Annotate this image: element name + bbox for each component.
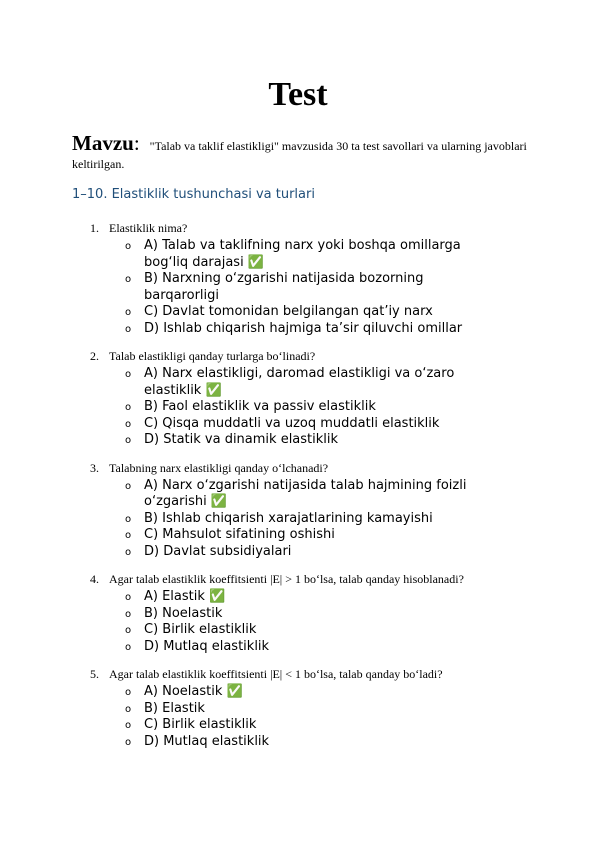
answer-option xyxy=(0,544,494,561)
answer-option-text: B) Faol elastiklik va passiv elastiklik xyxy=(144,399,376,414)
answer-options xyxy=(0,238,596,337)
question-line xyxy=(0,218,596,238)
circle-bullet-icon: o xyxy=(125,592,132,603)
answer-option-text: B) Noelastik xyxy=(144,605,223,621)
circle-bullet-icon: o xyxy=(125,402,132,413)
answer-option-text: D) Ishlab chiqarish hajmiga ta’sir qiluvchi omillar xyxy=(144,320,463,336)
circle-bullet-icon: o xyxy=(125,435,132,446)
circle-bullet-icon: o xyxy=(125,703,132,715)
answer-options xyxy=(0,684,596,750)
circle-bullet-icon: o xyxy=(125,625,132,636)
answer-options xyxy=(0,366,596,449)
answer-options xyxy=(0,589,596,655)
question-item xyxy=(0,218,596,337)
question-text: Agar talab elastiklik koeffitsienti |E| < 1 bo‘lsa, talab qanday bo‘ladi? xyxy=(109,667,443,681)
answer-option-text: C) Mahsulot sifatining oshishi xyxy=(144,527,335,542)
answer-option-text: A) Noelastik ✅ xyxy=(144,684,243,699)
answer-option-text: D) Davlat subsidiyalari xyxy=(144,543,292,559)
answer-option xyxy=(0,684,494,701)
answer-option-text: D) Statik va dinamik elastiklik xyxy=(144,432,339,447)
answer-option xyxy=(0,589,494,606)
question-line xyxy=(0,458,596,478)
answer-option-text: D) Mutlaq elastiklik xyxy=(144,638,270,654)
answer-option-text: C) Birlik elastiklik xyxy=(144,622,257,637)
circle-bullet-icon: o xyxy=(125,241,132,252)
question-number: 2. xyxy=(90,349,99,363)
circle-bullet-icon: o xyxy=(125,687,132,698)
circle-bullet-icon: o xyxy=(125,480,132,492)
answer-option xyxy=(0,734,494,751)
question-text: Agar talab elastiklik koeffitsienti |E| > 1 bo‘lsa, talab qanday hisoblanadi? xyxy=(109,572,464,586)
answer-option-text: A) Elastik ✅ xyxy=(144,589,226,604)
answer-option xyxy=(0,271,494,304)
question-number: 5. xyxy=(90,667,99,681)
answer-option-text: C) Birlik elastiklik xyxy=(144,717,257,732)
page-title: Test xyxy=(268,76,328,113)
answer-option xyxy=(0,717,494,734)
answer-options xyxy=(0,478,596,561)
answer-option xyxy=(0,606,494,623)
answer-option-text: C) Qisqa muddatli va uzoq muddatli elastiklik xyxy=(144,415,440,431)
answer-option xyxy=(0,399,494,416)
answer-option xyxy=(0,321,494,338)
question-number: 1. xyxy=(90,221,99,235)
circle-bullet-icon: o xyxy=(125,513,132,525)
circle-bullet-icon: o xyxy=(125,720,132,731)
answer-option-text: B) Ishlab chiqarish xarajatlarining kamayishi xyxy=(144,510,433,526)
answer-option xyxy=(0,527,494,544)
circle-bullet-icon: o xyxy=(125,418,132,430)
question-item xyxy=(0,569,596,655)
answer-option-text: A) Narx elastikligi, daromad elastikligi va o‘zaro elastiklik ✅ xyxy=(144,366,455,398)
question-line xyxy=(0,569,596,589)
question-text: Elastiklik nima? xyxy=(109,221,188,235)
circle-bullet-icon: o xyxy=(125,546,132,558)
answer-option xyxy=(0,639,494,656)
question-item xyxy=(0,346,596,449)
question-line xyxy=(0,346,596,366)
circle-bullet-icon: o xyxy=(125,530,132,541)
question-list xyxy=(0,218,596,759)
answer-option xyxy=(0,416,494,433)
question-item xyxy=(0,458,596,561)
question-number: 3. xyxy=(90,460,99,475)
question-text: Talabning narx elastikligi qanday o‘lchanadi? xyxy=(109,460,329,475)
answer-option-text: D) Mutlaq elastiklik xyxy=(144,733,270,749)
answer-option-text: B) Narxning o‘zgarishi natijasida bozorning barqarorligi xyxy=(144,271,424,303)
answer-option-text: C) Davlat tomonidan belgilangan qat’iy narx xyxy=(144,304,433,319)
answer-option xyxy=(0,432,494,449)
topic-colon: : xyxy=(133,131,140,155)
answer-option xyxy=(0,238,494,271)
circle-bullet-icon: o xyxy=(125,608,132,620)
circle-bullet-icon: o xyxy=(125,641,132,653)
topic-label: Mavzu xyxy=(72,131,134,155)
section-heading: 1–10. Elastiklik tushunchasi va turlari xyxy=(72,187,315,202)
question-line xyxy=(0,664,596,684)
question-number: 4. xyxy=(90,572,99,586)
circle-bullet-icon: o xyxy=(125,323,132,335)
question-text: Talab elastikligi qanday turlarga bo‘linadi? xyxy=(109,349,316,363)
answer-option xyxy=(0,366,494,399)
circle-bullet-icon: o xyxy=(125,369,132,380)
answer-option xyxy=(0,478,494,511)
question-item xyxy=(0,664,596,750)
intro-paragraph xyxy=(72,131,532,173)
answer-option xyxy=(0,511,494,528)
circle-bullet-icon: o xyxy=(125,307,132,318)
answer-option xyxy=(0,622,494,639)
answer-option xyxy=(0,304,494,321)
circle-bullet-icon: o xyxy=(125,736,132,748)
answer-option xyxy=(0,701,494,718)
circle-bullet-icon: o xyxy=(125,274,132,285)
answer-option-text: A) Talab va taklifning narx yoki boshqa omillarga bog‘liq darajasi ✅ xyxy=(144,238,461,270)
intro-text: "Talab va taklif elastikligi" mavzusida 30 ta test savollari va ularning javoblari keltirilgan. xyxy=(72,139,527,171)
answer-option-text: A) Narx o‘zgarishi natijasida talab hajmining foizli o‘zgarishi ✅ xyxy=(144,477,467,509)
answer-option-text: B) Elastik xyxy=(144,700,205,716)
